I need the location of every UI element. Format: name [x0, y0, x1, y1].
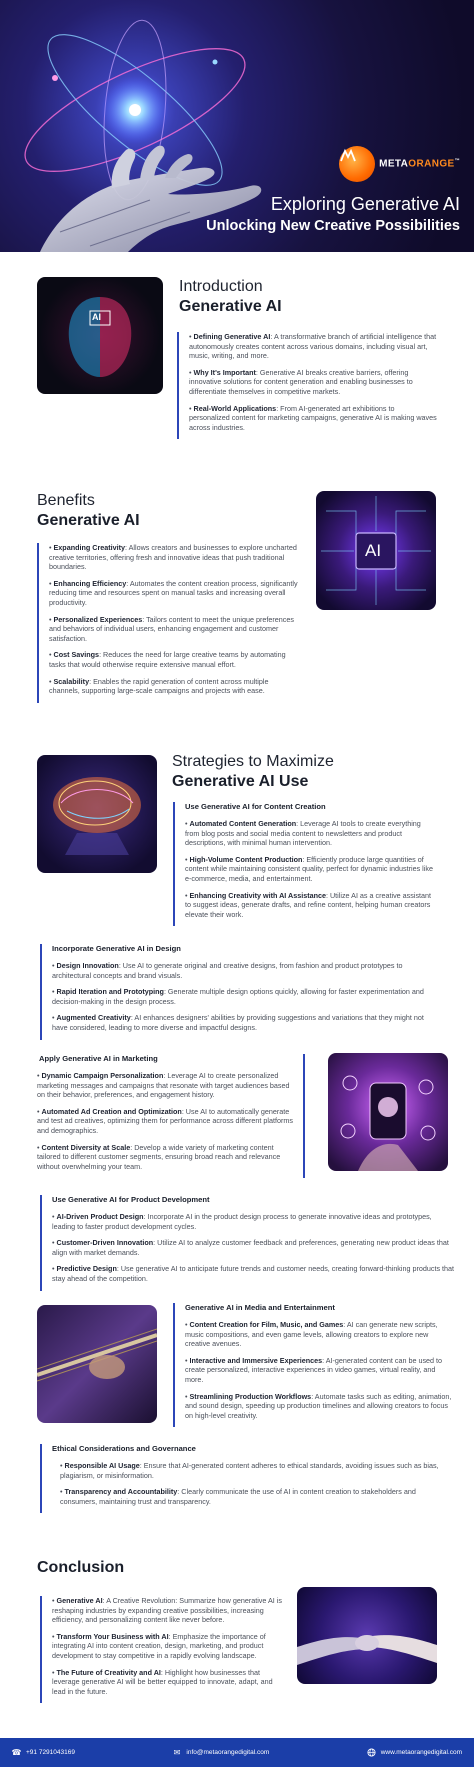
brain-image: [37, 755, 157, 873]
list-item: • Dynamic Campaign Personalization: Leverage AI to create personalized marketing messages and campaigns that resonate with target audiences based on their behavior, preferences, and engagement history.: [37, 1071, 290, 1100]
media-section: [173, 1303, 453, 1427]
benefits-title-light: Benefits: [37, 492, 95, 509]
content-creation-section: [173, 802, 437, 926]
list-item: • Content Diversity at Scale: Develop a wide variety of marketing content tailored to different customer segments, ensuring broad reach and relevance without overwhelming your team.: [37, 1142, 281, 1171]
footer-website[interactable]: [367, 1748, 462, 1757]
intro-title-bold: Generative AI: [179, 298, 282, 315]
list-item: • Transparency and Accountability: Clearly communicate the use of AI in content creation to stakeholders and consumers, maintaining trust and transparency.: [60, 1487, 416, 1506]
list-item: • Interactive and Immersive Experiences: AI-generated content can be used to create personalized, interactive experiences in video games, virtual reality, and more.: [185, 1355, 443, 1384]
product-section: [40, 1195, 455, 1291]
media-heading: Generative AI in Media and Entertainment: [185, 1303, 335, 1312]
hero-title: [206, 194, 460, 234]
footer-email-text: info@metaorangedigital.com: [186, 1749, 270, 1756]
benefits-image-badge: AI: [365, 541, 382, 560]
list-item: • Predictive Design: Use generative AI to anticipate future trends and customer needs, creating forward-thinking products that stay ahead of the competition.: [52, 1264, 455, 1283]
phone-icon: ☎: [11, 1748, 22, 1757]
footer-phone-text: +91 7291043169: [26, 1749, 75, 1756]
brand-logo: [339, 146, 460, 182]
list-item: • Augmented Creativity: AI enhances designers' abilities by providing suggestions and variations that they might not have considered, leading to more diverse and impactful designs.: [52, 1013, 424, 1032]
strategies-heading: [172, 753, 334, 791]
list-item: • Rapid Iteration and Prototyping: Generate multiple design options quickly, allowing for faster experimentation and decision-making in the design process.: [52, 987, 424, 1006]
list-item: • Defining Generative AI: A transformative branch of artificial intelligence that autonomously creates content across various domains, including visual art, music, writing, and more.: [189, 332, 437, 361]
benefits-heading: [37, 492, 140, 530]
intro-heading: [179, 278, 282, 316]
hero-title-line1: Exploring Generative AI: [270, 194, 460, 214]
footer-bar: [0, 1738, 474, 1767]
intro-title-light: Introduction: [179, 278, 263, 295]
conclusion-list: [40, 1596, 288, 1703]
list-item: • Real-World Applications: From AI-generated art exhibitions to personalized content for marketing campaigns, generative AI is making waves across industries.: [189, 403, 437, 432]
handshake-image: [297, 1587, 437, 1684]
list-item: • Personalized Experiences: Tailors content to meet the unique preferences and behaviors of individual users, enhancing engagement and customer satisfaction.: [49, 614, 294, 643]
hero-title-line2: Unlocking New Creative Possibilities: [206, 218, 460, 234]
intro-list: [177, 332, 437, 439]
brand-logo-icon: [339, 146, 375, 182]
list-item: • Streamlining Production Workflows: Automate tasks such as editing, animation, and sound design, speeding up production timelines and allowing creators to focus on high-level creativity.: [185, 1391, 452, 1420]
strategies-title-light: Strategies to Maximize: [172, 753, 334, 770]
design-heading: Incorporate Generative AI in Design: [52, 944, 181, 953]
list-item: • Content Creation for Film, Music, and Games: AI can generate new scripts, music compositions, and even game levels, allowing creators to explore new creative avenues.: [185, 1320, 438, 1349]
ethics-section: [40, 1444, 445, 1513]
marketing-heading: Apply Generative AI in Marketing: [39, 1054, 158, 1063]
list-item: • Scalability: Enables the rapid generation of content across multiple channels, supporting large-scale campaigns and projects with ease.: [49, 676, 269, 696]
brand-name: METAORANGE™: [379, 158, 460, 170]
list-item: • Automated Content Generation: Leverage AI tools to create everything from blog posts and social media content to newsletters and product descriptions, with minimal human intervention.: [185, 819, 421, 848]
globe-icon: [367, 1748, 376, 1757]
list-item: • The Future of Creativity and AI: Highlight how businesses that leverage generative AI will be better equipped to innovate, adapt, and lead in the future.: [52, 1667, 273, 1696]
list-item: • Responsible AI Usage: Ensure that AI-generated content adheres to ethical standards, avoiding issues such as bias, plagiarism, or misinformation.: [60, 1461, 439, 1480]
design-section: [40, 944, 440, 1040]
list-item: • Generative AI: A Creative Revolution: Summarize how generative AI is reshaping industries by expanding creative possibilities, increasing efficiency, and personalizing content like never before.: [52, 1596, 282, 1625]
list-item: • Customer-Driven Innovation: Utilize AI to analyze customer feedback and preferences, generating new product ideas that align with market demands.: [52, 1238, 449, 1257]
mail-icon: ✉: [173, 1748, 181, 1757]
list-item: • Transform Your Business with AI: Emphasize the importance of integrating AI into content creation, design, marketing, and product development to stay competitive in a rapidly evolving landscape.: [52, 1631, 266, 1660]
benefits-list: [37, 543, 299, 703]
conclusion-title: Conclusion: [37, 1559, 125, 1576]
content-creation-heading: Use Generative AI for Content Creation: [185, 802, 326, 811]
list-item: • Expanding Creativity: Allows creators and businesses to explore uncharted creative territories, offering fresh and innovative ideas that push traditional boundaries.: [49, 543, 297, 572]
marketing-image: [328, 1053, 448, 1171]
ethics-heading: Ethical Considerations and Governance: [52, 1444, 196, 1453]
strategies-title-bold: Generative AI Use: [172, 773, 309, 790]
guitar-image: [37, 1305, 157, 1423]
marketing-list: [37, 1071, 293, 1171]
marketing-section: [37, 1054, 305, 1178]
list-item: • Enhancing Efficiency: Automates the content creation process, significantly reducing time and resources spent on manual tasks and increasing overall productivity.: [49, 578, 298, 607]
list-item: • Cost Savings: Reduces the need for large creative teams by automating tasks that would otherwise require extensive manual effort.: [49, 650, 286, 669]
list-item: • AI-Driven Product Design: Incorporate AI in the product design process to generate innovative ideas and prototypes, leading to faster product development cycles.: [52, 1212, 432, 1231]
list-item: • Enhancing Creativity with AI Assistance: Utilize AI as a creative assistant to suggest ideas, generate drafts, and refine content, helping human creators elevate their work.: [185, 890, 432, 919]
list-item: • Design Innovation: Use AI to generate original and creative designs, from fashion and product prototypes to architectural concepts and brand visuals.: [52, 961, 403, 980]
hero-banner: [0, 0, 474, 252]
benefits-image: [316, 491, 436, 610]
footer-website-text: www.metaorangedigital.com: [380, 1749, 462, 1756]
intro-image-badge: AI: [92, 312, 101, 322]
footer-email[interactable]: [172, 1748, 269, 1757]
list-item: • High-Volume Content Production: Efficiently produce large quantities of content while maintaining consistent quality, perfect for dynamic industries like e-commerce, media, and entertainment.: [185, 854, 433, 883]
list-item: • Why It's Important: Generative AI breaks creative barriers, offering innovative solutions for content generation and enabling businesses to differentiate themselves in competitive markets.: [189, 367, 413, 396]
list-item: • Automated Ad Creation and Optimization: Use AI to automatically generate and test ad creatives, optimizing them for performance across different platforms and demographics.: [37, 1106, 293, 1135]
intro-image: [37, 277, 163, 394]
product-heading: Use Generative AI for Product Development: [52, 1195, 210, 1204]
benefits-title-bold: Generative AI: [37, 512, 140, 529]
footer-phone[interactable]: [12, 1748, 75, 1757]
